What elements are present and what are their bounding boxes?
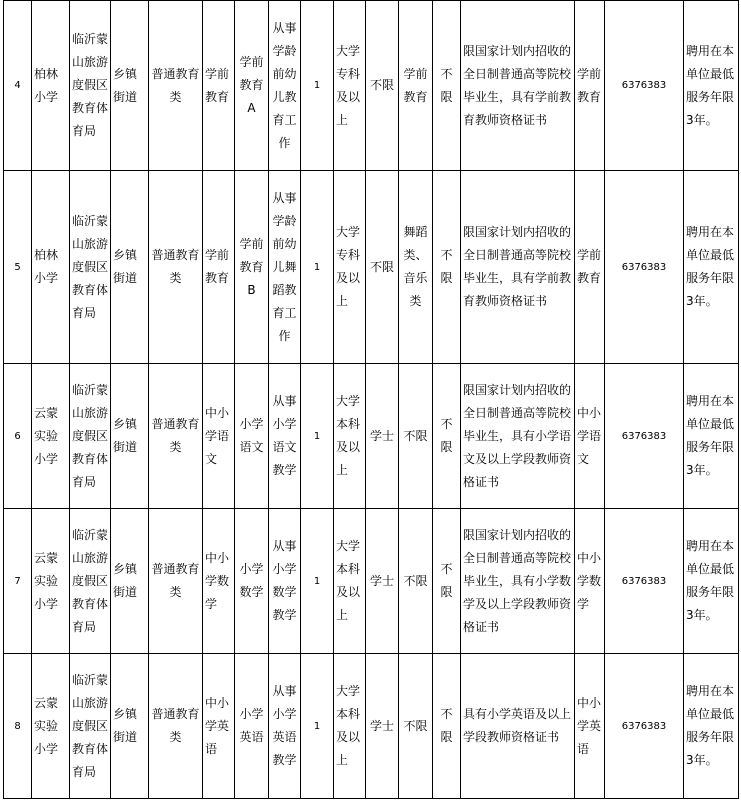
authority-cell: 临沂蒙山旅游度假区教育体育局	[70, 654, 111, 799]
category-cell: 普通教育类	[149, 171, 203, 364]
degree-cell: 学士	[366, 364, 399, 509]
category-cell: 普通教育类	[149, 1, 203, 171]
subject-cell: 中小学数学	[575, 509, 605, 654]
seq-cell: 4	[4, 1, 32, 171]
other-cell: 不限	[433, 654, 461, 799]
degree-cell: 不限	[366, 171, 399, 364]
count-cell: 1	[301, 171, 334, 364]
condition-cell: 限国家计划内招收的全日制普通高等院校毕业生，具有学前教育教师资格证书	[461, 1, 575, 171]
table-row	[4, 1, 739, 171]
location-cell: 乡镇街道	[111, 171, 149, 364]
post-category-cell: 学前教育	[203, 1, 235, 171]
subject-cell: 学前教育	[575, 171, 605, 364]
count-cell: 1	[301, 654, 334, 799]
authority-cell: 临沂蒙山旅游度假区教育体育局	[70, 364, 111, 509]
other-cell: 不限	[433, 171, 461, 364]
remark-cell: 聘用在本单位最低服务年限3年。	[684, 654, 739, 799]
education-cell: 大学本科及以上	[334, 509, 366, 654]
post-name-cell: 小学语文	[235, 364, 269, 509]
post-name-cell: 学前教育B	[235, 171, 269, 364]
major-cell: 不限	[399, 654, 433, 799]
seq-cell: 5	[4, 171, 32, 364]
category-cell: 普通教育类	[149, 364, 203, 509]
authority-cell: 临沂蒙山旅游度假区教育体育局	[70, 1, 111, 171]
phone-cell: 6376383	[605, 171, 684, 364]
duty-cell: 从事小学数学教学	[269, 509, 301, 654]
condition-cell: 限国家计划内招收的全日制普通高等院校毕业生，具有小学数学及以上学段教师资格证书	[461, 509, 575, 654]
phone-cell: 6376383	[605, 1, 684, 171]
category-cell: 普通教育类	[149, 509, 203, 654]
condition-cell: 具有小学英语及以上学段教师资格证书	[461, 654, 575, 799]
condition-cell: 限国家计划内招收的全日制普通高等院校毕业生，具有小学语文及以上学段教师资格证书	[461, 364, 575, 509]
subject-cell: 学前教育	[575, 1, 605, 171]
authority-cell: 临沂蒙山旅游度假区教育体育局	[70, 509, 111, 654]
education-cell: 大学专科及以上	[334, 1, 366, 171]
remark-cell: 聘用在本单位最低服务年限3年。	[684, 171, 739, 364]
education-cell: 大学本科及以上	[334, 364, 366, 509]
degree-cell: 学士	[366, 509, 399, 654]
count-cell: 1	[301, 509, 334, 654]
seq-cell: 7	[4, 509, 32, 654]
remark-cell: 聘用在本单位最低服务年限3年。	[684, 1, 739, 171]
post-category-cell: 中小学英语	[203, 654, 235, 799]
subject-cell: 中小学语文	[575, 364, 605, 509]
count-cell: 1	[301, 364, 334, 509]
subject-cell: 中小学英语	[575, 654, 605, 799]
degree-cell: 不限	[366, 1, 399, 171]
table-row	[4, 364, 739, 509]
duty-cell: 从事小学语文教学	[269, 364, 301, 509]
remark-cell: 聘用在本单位最低服务年限3年。	[684, 509, 739, 654]
post-category-cell: 中小学数学	[203, 509, 235, 654]
phone-cell: 6376383	[605, 509, 684, 654]
seq-cell: 8	[4, 654, 32, 799]
major-cell: 不限	[399, 364, 433, 509]
post-name-cell: 学前教育A	[235, 1, 269, 171]
location-cell: 乡镇街道	[111, 1, 149, 171]
education-cell: 大学专科及以上	[334, 171, 366, 364]
unit-cell: 柏林小学	[32, 171, 70, 364]
count-cell: 1	[301, 1, 334, 171]
condition-cell: 限国家计划内招收的全日制普通高等院校毕业生，具有学前教育教师资格证书	[461, 171, 575, 364]
phone-cell: 6376383	[605, 654, 684, 799]
unit-cell: 云蒙实验小学	[32, 509, 70, 654]
recruitment-table	[3, 0, 739, 799]
location-cell: 乡镇街道	[111, 364, 149, 509]
authority-cell: 临沂蒙山旅游度假区教育体育局	[70, 171, 111, 364]
category-cell: 普通教育类	[149, 654, 203, 799]
post-name-cell: 小学数学	[235, 509, 269, 654]
location-cell: 乡镇街道	[111, 509, 149, 654]
post-category-cell: 中小学语文	[203, 364, 235, 509]
phone-cell: 6376383	[605, 364, 684, 509]
other-cell: 不限	[433, 1, 461, 171]
table-row	[4, 654, 739, 799]
location-cell: 乡镇街道	[111, 654, 149, 799]
unit-cell: 柏林小学	[32, 1, 70, 171]
post-category-cell: 学前教育	[203, 171, 235, 364]
major-cell: 舞蹈类、音乐类	[399, 171, 433, 364]
remark-cell: 聘用在本单位最低服务年限3年。	[684, 364, 739, 509]
degree-cell: 学士	[366, 654, 399, 799]
seq-cell: 6	[4, 364, 32, 509]
table-row	[4, 509, 739, 654]
duty-cell: 从事小学英语教学	[269, 654, 301, 799]
post-name-cell: 小学英语	[235, 654, 269, 799]
unit-cell: 云蒙实验小学	[32, 364, 70, 509]
major-cell: 不限	[399, 509, 433, 654]
other-cell: 不限	[433, 509, 461, 654]
table-row	[4, 171, 739, 364]
duty-cell: 从事学龄前幼儿教育工作	[269, 1, 301, 171]
duty-cell: 从事学龄前幼儿舞蹈教育工作	[269, 171, 301, 364]
major-cell: 学前教育	[399, 1, 433, 171]
education-cell: 大学本科及以上	[334, 654, 366, 799]
unit-cell: 云蒙实验小学	[32, 654, 70, 799]
other-cell: 不限	[433, 364, 461, 509]
